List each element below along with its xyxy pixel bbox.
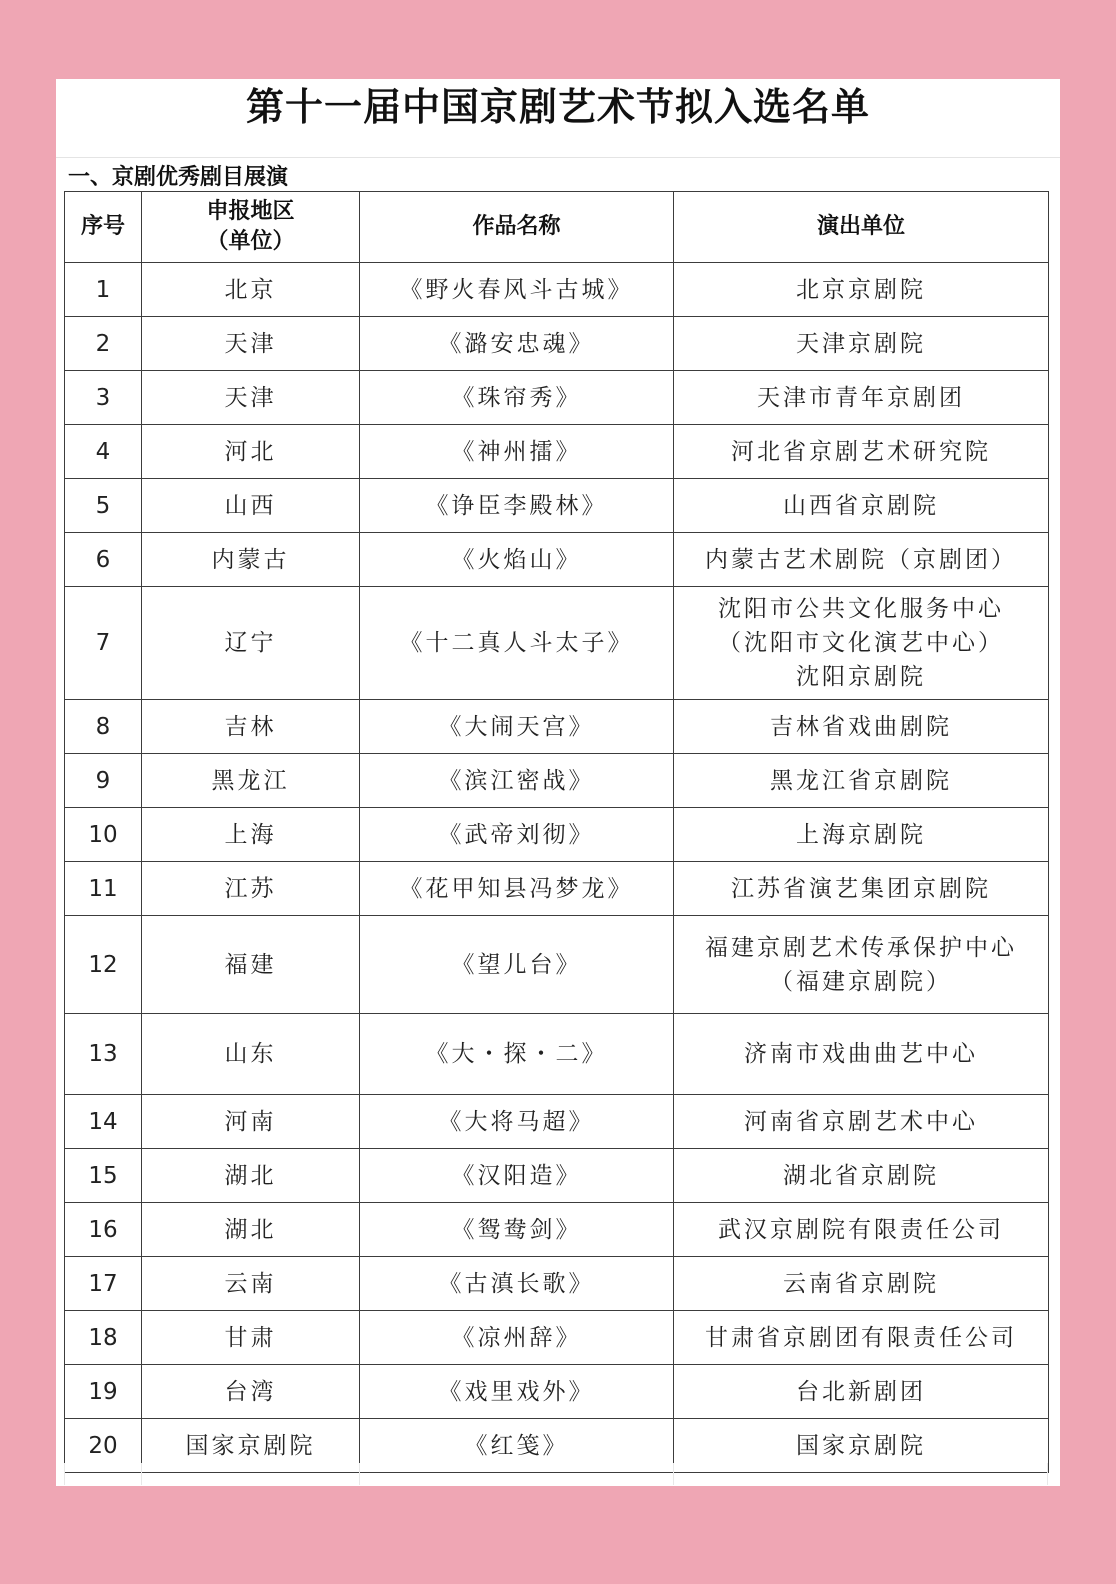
cell-region: 河南 <box>142 1095 360 1149</box>
cell-seq: 6 <box>65 533 142 587</box>
cell-unit-line: 上海京剧院 <box>796 821 926 848</box>
cell-unit <box>674 1311 1049 1365</box>
header-unit: 演出单位 <box>674 192 1049 263</box>
cell-work: 《火焰山》 <box>360 533 674 587</box>
cell-unit <box>674 862 1049 916</box>
cell-work: 《神州擂》 <box>360 425 674 479</box>
table-row <box>65 371 1049 425</box>
cell-seq: 5 <box>65 479 142 533</box>
cell-unit-line: 云南省京剧院 <box>783 1270 939 1297</box>
cell-unit <box>674 587 1049 700</box>
cell-unit-line: 北京京剧院 <box>796 276 926 303</box>
cell-seq: 16 <box>65 1203 142 1257</box>
grid-line <box>141 1463 142 1485</box>
cell-unit <box>674 317 1049 371</box>
cell-seq: 11 <box>65 862 142 916</box>
cell-unit-line: 福建京剧艺术传承保护中心 <box>705 934 1017 961</box>
cell-seq: 17 <box>65 1257 142 1311</box>
cell-unit <box>674 1149 1049 1203</box>
grid-line <box>1047 1463 1048 1485</box>
cell-unit-line: 济南市戏曲曲艺中心 <box>744 1041 978 1067</box>
cell-unit <box>674 1257 1049 1311</box>
cell-region: 山东 <box>142 1014 360 1095</box>
cell-unit-line: 河北省京剧艺术研究院 <box>731 438 991 465</box>
cell-work: 《红笺》 <box>360 1419 674 1473</box>
selection-table <box>64 191 1049 1473</box>
document-title: 第十一届中国京剧艺术节拟入选名单 <box>245 84 870 129</box>
cell-region: 江苏 <box>142 862 360 916</box>
cell-unit-line: 河南省京剧艺术中心 <box>744 1108 978 1135</box>
header-region-line: （单位） <box>206 229 295 254</box>
cell-work: 《花甲知县冯梦龙》 <box>360 862 674 916</box>
cell-unit <box>674 700 1049 754</box>
cell-seq: 8 <box>65 700 142 754</box>
cell-work: 《野火春风斗古城》 <box>360 263 674 317</box>
grid-line <box>359 1463 360 1485</box>
cell-unit-line: 甘肃省京剧团有限责任公司 <box>705 1324 1017 1351</box>
cell-region: 国家京剧院 <box>142 1419 360 1473</box>
cell-work: 《诤臣李殿林》 <box>360 479 674 533</box>
table-row <box>65 479 1049 533</box>
table-row <box>65 1203 1049 1257</box>
cell-work: 《滨江密战》 <box>360 754 674 808</box>
table-body <box>65 263 1049 1473</box>
cell-unit-line: 天津市青年京剧团 <box>757 384 965 411</box>
section-heading: 一、京剧优秀剧目展演 <box>68 165 289 190</box>
cell-work: 《望儿台》 <box>360 916 674 1014</box>
cell-unit <box>674 425 1049 479</box>
table-row <box>65 754 1049 808</box>
cell-unit <box>674 754 1049 808</box>
cell-seq: 2 <box>65 317 142 371</box>
cell-work: 《大闹天宫》 <box>360 700 674 754</box>
cell-seq: 20 <box>65 1419 142 1473</box>
cell-region: 湖北 <box>142 1203 360 1257</box>
cell-seq: 19 <box>65 1365 142 1419</box>
cell-region: 天津 <box>142 371 360 425</box>
header-seq: 序号 <box>65 192 142 263</box>
cell-unit-line: 江苏省演艺集团京剧院 <box>731 875 991 902</box>
cell-unit <box>674 1014 1049 1095</box>
cell-work: 《鸳鸯剑》 <box>360 1203 674 1257</box>
cell-region: 福建 <box>142 916 360 1014</box>
table-header-row <box>65 192 1049 263</box>
header-work: 作品名称 <box>360 192 674 263</box>
cell-region: 辽宁 <box>142 587 360 700</box>
table-row <box>65 587 1049 700</box>
cell-unit-line: 湖北省京剧院 <box>783 1162 939 1189</box>
cell-work: 《十二真人斗太子》 <box>360 587 674 700</box>
table-row <box>65 1014 1049 1095</box>
header-region-line: 申报地区 <box>206 199 295 224</box>
cell-unit <box>674 533 1049 587</box>
table-row <box>65 263 1049 317</box>
table-row <box>65 916 1049 1014</box>
cell-seq: 12 <box>65 916 142 1014</box>
cell-unit-line: 国家京剧院 <box>796 1432 926 1459</box>
cell-work: 《汉阳造》 <box>360 1149 674 1203</box>
cell-seq: 13 <box>65 1014 142 1095</box>
cell-region: 黑龙江 <box>142 754 360 808</box>
cell-unit-line: （沈阳市文化演艺中心） <box>718 630 1004 656</box>
cell-unit <box>674 1203 1049 1257</box>
table-row <box>65 425 1049 479</box>
table-row <box>65 533 1049 587</box>
cell-work: 《古滇长歌》 <box>360 1257 674 1311</box>
cell-unit-line: 黑龙江省京剧院 <box>770 767 952 794</box>
table-row <box>65 700 1049 754</box>
cell-seq: 4 <box>65 425 142 479</box>
cell-unit-line: 内蒙古艺术剧院（京剧团） <box>705 546 1017 573</box>
cell-unit <box>674 263 1049 317</box>
table-grid-tail <box>64 1463 1048 1485</box>
cell-region: 台湾 <box>142 1365 360 1419</box>
header-region <box>142 192 360 263</box>
cell-region: 山西 <box>142 479 360 533</box>
cell-unit <box>674 1095 1049 1149</box>
cell-unit <box>674 916 1049 1014</box>
cell-region: 内蒙古 <box>142 533 360 587</box>
cell-unit-line: 武汉京剧院有限责任公司 <box>718 1216 1004 1243</box>
cell-unit-line: 沈阳市公共文化服务中心 <box>718 596 1004 622</box>
table-row <box>65 808 1049 862</box>
cell-region: 天津 <box>142 317 360 371</box>
cell-region: 湖北 <box>142 1149 360 1203</box>
cell-region: 河北 <box>142 425 360 479</box>
cell-seq: 7 <box>65 587 142 700</box>
cell-work: 《凉州辞》 <box>360 1311 674 1365</box>
cell-work: 《潞安忠魂》 <box>360 317 674 371</box>
cell-unit-line: 天津京剧院 <box>796 330 926 357</box>
cell-work: 《珠帘秀》 <box>360 371 674 425</box>
title-band <box>56 79 1060 158</box>
cell-unit <box>674 1365 1049 1419</box>
cell-work: 《大将马超》 <box>360 1095 674 1149</box>
cell-region: 云南 <box>142 1257 360 1311</box>
document-page <box>56 79 1060 1486</box>
cell-region: 吉林 <box>142 700 360 754</box>
cell-seq: 9 <box>65 754 142 808</box>
table-row <box>65 1095 1049 1149</box>
cell-region: 北京 <box>142 263 360 317</box>
table-row <box>65 1365 1049 1419</box>
cell-region: 甘肃 <box>142 1311 360 1365</box>
cell-seq: 15 <box>65 1149 142 1203</box>
cell-seq: 1 <box>65 263 142 317</box>
table-row <box>65 1311 1049 1365</box>
cell-seq: 10 <box>65 808 142 862</box>
cell-unit-line: 沈阳京剧院 <box>796 664 926 690</box>
cell-unit-line: （福建京剧院） <box>770 968 952 995</box>
cell-seq: 18 <box>65 1311 142 1365</box>
cell-unit <box>674 371 1049 425</box>
table-row <box>65 862 1049 916</box>
table-row <box>65 317 1049 371</box>
grid-line <box>673 1463 674 1485</box>
cell-seq: 3 <box>65 371 142 425</box>
cell-work: 《武帝刘彻》 <box>360 808 674 862</box>
cell-unit-line: 台北新剧团 <box>796 1378 926 1405</box>
cell-work: 《大・探・二》 <box>360 1014 674 1095</box>
cell-unit-line: 吉林省戏曲剧院 <box>770 713 952 740</box>
cell-work: 《戏里戏外》 <box>360 1365 674 1419</box>
table-row <box>65 1257 1049 1311</box>
cell-seq: 14 <box>65 1095 142 1149</box>
table-row <box>65 1149 1049 1203</box>
grid-line <box>64 1463 65 1485</box>
cell-unit <box>674 479 1049 533</box>
cell-unit-line: 山西省京剧院 <box>783 492 939 519</box>
cell-region: 上海 <box>142 808 360 862</box>
cell-unit <box>674 808 1049 862</box>
